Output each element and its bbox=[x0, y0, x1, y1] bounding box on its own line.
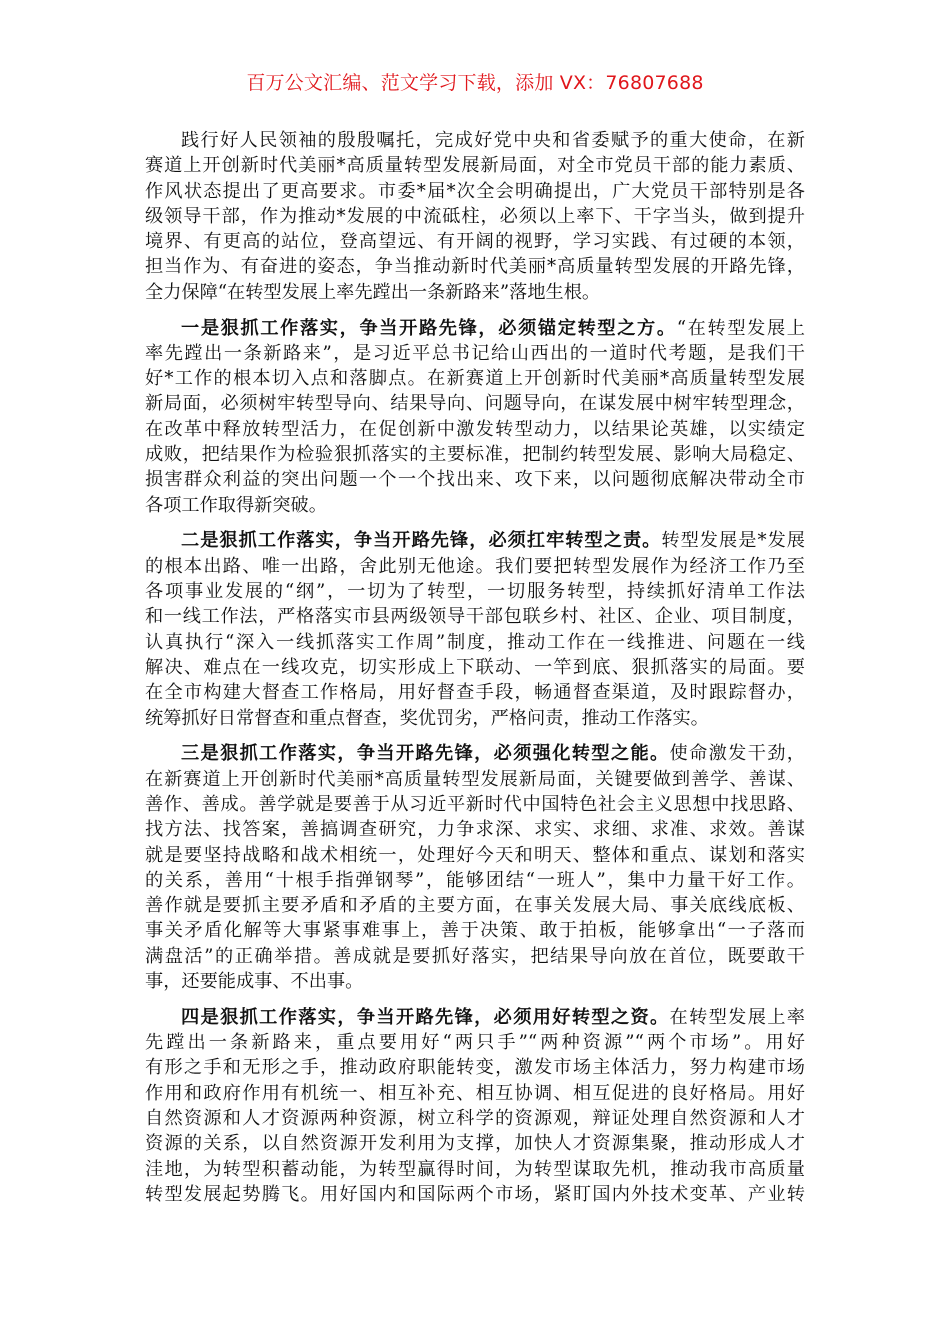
text-line bbox=[145, 153, 805, 178]
text-line bbox=[145, 680, 805, 705]
line-text: 和一线工作法，严格落实市县两级领导干部包联乡村、社区、企业、项目制度， bbox=[145, 606, 805, 628]
text-line bbox=[145, 391, 805, 416]
line-text: 满盘活”的正确举措。善成就是要抓好落实，把结果导向放在首位，既要敢干 bbox=[145, 945, 805, 967]
line-text: 担当作为、有奋进的姿态，争当推动新时代美丽*高质量转型发展的开路先锋， bbox=[145, 256, 805, 278]
line-text: 有形之手和无形之手，推动政府职能转变，激发市场主体活力，努力构建市场 bbox=[145, 1057, 805, 1079]
line-text: 各项工作取得新突破。 bbox=[145, 494, 327, 516]
text-line bbox=[145, 1157, 805, 1182]
text-line bbox=[145, 467, 805, 492]
text-line bbox=[145, 604, 805, 629]
paragraph-lead-heading: 一是狠抓工作落实，争当开路先锋，必须锚定转型之方。 bbox=[181, 317, 677, 339]
paragraph-lead-heading: 四是狠抓工作落实，争当开路先锋，必须用好转型之资。 bbox=[181, 1006, 670, 1028]
text-line bbox=[145, 493, 805, 518]
line-text: 损害群众利益的突出问题一个一个找出来、攻下来，以问题彻底解决带动全市 bbox=[145, 469, 805, 491]
text-line bbox=[145, 918, 805, 943]
line-text: 作用和政府作用有机统一、相互补充、相互协调、相互促进的良好格局。用好 bbox=[145, 1082, 805, 1104]
line-text: 就是要坚持战略和战术相统一，处理好今天和明天、整体和重点、谋划和落实 bbox=[145, 844, 805, 866]
paragraph-lead-heading: 三是狠抓工作落实，争当开路先锋，必须强化转型之能。 bbox=[181, 743, 670, 765]
text-line bbox=[145, 528, 805, 553]
text-line bbox=[145, 1182, 805, 1207]
text-line bbox=[145, 817, 805, 842]
line-text: 资源的关系，以自然资源开发利用为支撑，加快人才资源集聚，推动形成人才 bbox=[145, 1133, 805, 1155]
text-line bbox=[145, 1005, 805, 1030]
line-text: 转型发展是*发展 bbox=[661, 530, 805, 552]
text-line bbox=[145, 366, 805, 391]
text-line bbox=[145, 767, 805, 792]
text-line bbox=[145, 792, 805, 817]
paragraph bbox=[145, 1005, 805, 1207]
text-line bbox=[145, 204, 805, 229]
line-text: 的根本出路、唯一出路，舍此别无他途。我们要把转型发展作为经济工作乃至 bbox=[145, 555, 805, 577]
document-body bbox=[145, 128, 805, 1218]
text-line bbox=[145, 229, 805, 254]
line-text: 解决、难点在一线攻克，切实形成上下联动、一竿到底、狠抓落实的局面。要 bbox=[145, 656, 805, 678]
text-line bbox=[145, 316, 805, 341]
line-text: 的关系，善用“十根手指弹钢琴”，能够团结“一班人”，集中力量干好工作。 bbox=[145, 869, 805, 891]
text-line bbox=[145, 706, 805, 731]
line-text: 成败，把结果作为检验狠抓落实的主要标准，把制约转型发展、影响大局稳定、 bbox=[145, 444, 805, 466]
text-line bbox=[145, 893, 805, 918]
line-text: 在转型发展上率 bbox=[669, 1006, 805, 1028]
paragraph bbox=[145, 128, 805, 305]
line-text: 找方法、找答案，善搞调查研究，力争求深、求实、求细、求准、求效。善谋 bbox=[145, 819, 805, 841]
line-text: 使命激发干劲， bbox=[669, 743, 805, 765]
paragraph bbox=[145, 741, 805, 994]
line-text: 赛道上开创新时代美丽*高质量转型发展新局面，对全市党员干部的能力素质、 bbox=[145, 155, 805, 177]
text-line bbox=[145, 128, 805, 153]
text-line bbox=[145, 1131, 805, 1156]
line-text: “在转型发展上 bbox=[676, 317, 805, 339]
text-line bbox=[145, 1030, 805, 1055]
line-text: 转型发展起势腾飞。用好国内和国际两个市场，紧盯国内外技术变革、产业转 bbox=[145, 1183, 805, 1205]
line-text: 级领导干部，作为推动*发展的中流砥柱，必须以上率下、干字当头，做到提升 bbox=[145, 205, 805, 227]
text-line bbox=[145, 442, 805, 467]
text-line bbox=[145, 1106, 805, 1131]
text-line bbox=[145, 741, 805, 766]
line-text: 事关矛盾化解等大事紧事难事上，善于决策、敢于拍板，能够拿出“一子落而 bbox=[145, 920, 805, 942]
paragraph-lead-heading: 二是狠抓工作落实，争当开路先锋，必须扛牢转型之责。 bbox=[181, 530, 662, 552]
line-text: 洼地，为转型积蓄动能，为转型赢得时间，为转型谋取先机，推动我市高质量 bbox=[145, 1158, 805, 1180]
line-text: 认真执行“深入一线抓落实工作周”制度，推动工作在一线推进、问题在一线 bbox=[145, 631, 805, 653]
line-text: 在改革中释放转型活力，在促创新中激发转型动力，以结果论英雄，以实绩定 bbox=[145, 418, 805, 440]
line-text: 新局面，必须树牢转型导向、结果导向、问题导向，在谋发展中树牢转型理念， bbox=[145, 393, 805, 415]
line-text: 境界、有更高的站位，登高望远、有开阔的视野，学习实践、有过硬的本领， bbox=[145, 231, 805, 253]
line-text: 好*工作的根本切入点和落脚点。在新赛道上开创新时代美丽*高质量转型发展 bbox=[145, 368, 805, 390]
line-text: 践行好人民领袖的殷殷嘱托，完成好党中央和省委赋予的重大使命，在新 bbox=[181, 130, 805, 151]
text-line bbox=[145, 944, 805, 969]
text-line bbox=[145, 254, 805, 279]
line-text: 善作、善成。善学就是要善于从习近平新时代中国特色社会主义思想中找思路、 bbox=[145, 793, 805, 815]
watermark-banner: 百万公文汇编、范文学习下载，添加 VX：76807688 bbox=[246, 72, 704, 94]
line-text: 在全市构建大督查工作格局，用好督查手段，畅通督查渠道，及时跟踪督办， bbox=[145, 682, 805, 704]
text-line bbox=[145, 630, 805, 655]
text-line bbox=[145, 843, 805, 868]
line-text: 在新赛道上开创新时代美丽*高质量转型发展新局面，关键要做到善学、善谋、 bbox=[145, 768, 805, 790]
line-text: 先蹚出一条新路来，重点要用好“两只手”“两种资源”“两个市场”。用好 bbox=[145, 1032, 805, 1054]
line-text: 作风状态提出了更高要求。市委*届*次全会明确提出，广大党员干部特别是各 bbox=[145, 180, 805, 202]
text-line bbox=[145, 280, 805, 305]
text-line bbox=[145, 554, 805, 579]
text-line bbox=[145, 417, 805, 442]
line-text: 善作就是要抓主要矛盾和矛盾的主要方面，在事关发展大局、事关底线底板、 bbox=[145, 895, 805, 917]
text-line bbox=[145, 1081, 805, 1106]
text-line bbox=[145, 179, 805, 204]
line-text: 统筹抓好日常督查和重点督查，奖优罚劣，严格问责，推动工作落实。 bbox=[145, 707, 709, 729]
text-line bbox=[145, 579, 805, 604]
line-text: 全力保障“在转型发展上率先蹚出一条新路来”落地生根。 bbox=[145, 281, 601, 303]
text-line bbox=[145, 1055, 805, 1080]
line-text: 各项事业发展的“纲”，一切为了转型，一切服务转型，持续抓好清单工作法 bbox=[145, 581, 805, 603]
text-line bbox=[145, 341, 805, 366]
text-line bbox=[145, 655, 805, 680]
line-text: 事，还要能成事、不出事。 bbox=[145, 971, 364, 992]
text-line bbox=[145, 969, 805, 994]
text-line bbox=[145, 868, 805, 893]
paragraph bbox=[145, 528, 805, 730]
line-text: 率先蹚出一条新路来”，是习近平总书记给山西出的一道时代考题，是我们干 bbox=[145, 342, 805, 364]
line-text: 自然资源和人才资源两种资源，树立科学的资源观，辩证处理自然资源和人才 bbox=[145, 1107, 805, 1129]
paragraph bbox=[145, 316, 805, 518]
